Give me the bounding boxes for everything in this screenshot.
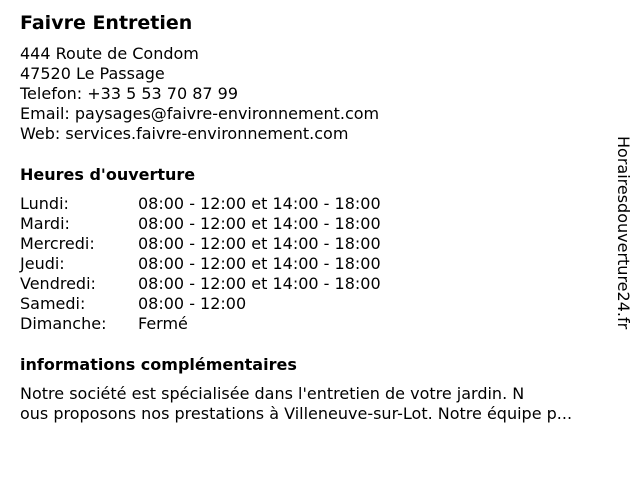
hours-row-mercredi [20,234,610,254]
day-label: Lundi: [20,194,69,213]
email: Email: paysages@faivre-environnement.com [20,104,380,123]
day-hours: 08:00 - 12:00 et 14:00 - 18:00 [138,194,381,213]
hours-row-vendredi [20,274,610,294]
day-hours: 08:00 - 12:00 et 14:00 - 18:00 [138,214,381,233]
hours-row-samedi [20,294,610,314]
address-line-1: 444 Route de Condom [20,44,199,63]
additional-info-line-2: ous proposons nos prestations à Villeneuve-sur-Lot. Notre équipe p... [20,404,573,423]
hours-row-jeudi [20,254,610,274]
day-hours: 08:00 - 12:00 [138,294,247,313]
business-name: Faivre Entretien [20,12,193,34]
day-label: Vendredi: [20,274,96,293]
website: Web: services.faivre-environnement.com [20,124,349,143]
day-hours: 08:00 - 12:00 et 14:00 - 18:00 [138,254,381,273]
address-line-2: 47520 Le Passage [20,64,165,83]
day-label: Samedi: [20,294,86,313]
day-hours: 08:00 - 12:00 et 14:00 - 18:00 [138,234,381,253]
additional-info-line-1: Notre société est spécialisée dans l'entretien de votre jardin. N [20,384,525,403]
hours-row-mardi [20,214,610,234]
opening-hours-title: Heures d'ouverture [20,165,196,184]
additional-info-title: informations complémentaires [20,355,297,374]
site-watermark: Horairesdouverture24.fr [614,136,633,330]
phone: Telefon: +33 5 53 70 87 99 [20,84,239,103]
hours-row-dimanche [20,314,610,334]
day-label: Dimanche: [20,314,107,333]
day-hours: 08:00 - 12:00 et 14:00 - 18:00 [138,274,381,293]
business-card [20,10,610,424]
day-label: Mercredi: [20,234,95,253]
hours-row-lundi [20,194,610,214]
day-label: Mardi: [20,214,70,233]
day-label: Jeudi: [20,254,65,273]
day-hours: Fermé [138,314,188,333]
